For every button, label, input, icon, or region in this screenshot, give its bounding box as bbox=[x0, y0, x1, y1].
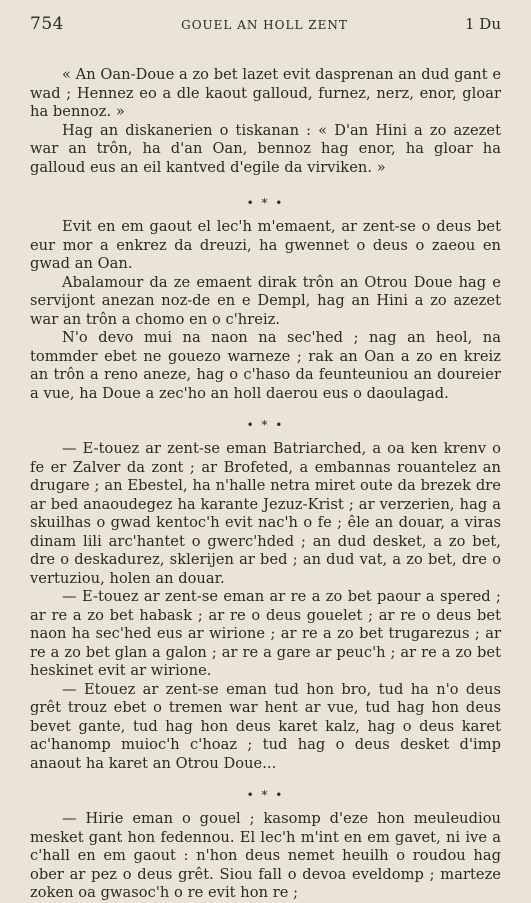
section-ornament: • * • bbox=[246, 788, 285, 802]
paragraph-2: Hag an diskanerien o tiskanan : « D'an Hini a zo azezet war an trôn, ha d'an Oan, bennoz hag enor, ha gloar ha galloud eus an eil kantved d'egile da virviken. » bbox=[30, 121, 501, 176]
paragraph-6: — E-touez ar zent-se eman Batriarched, a oa ken krenv o fe er Zalver da zont ; ar Brofeted, a embannas rouantelez an drugare ; an Ebestel, ha n'halle netra miret oute da brezek dre ar bed anaoudegez ha karante Jezuz-Krist ; ar verzerien, hag a skuilhas o gwad kentoc'h evit nac'h o fe ; êle an douar, a viras dinam lili arc'hantet o gwerc'hded ; an dud desket, a zo bet, dre o deskadurez, sklerijen ar bed ; an dud vat, a zo bet, dre o vertuziou, holen an douar. bbox=[30, 440, 501, 587]
page-number: 754 bbox=[30, 14, 64, 34]
paragraph-3: Evit en em gaout el lec'h m'emaent, ar zent-se o deus bet eur mor a enkrez da dreuzi, ha gwennet o deus o zaeou en gwad an Oan. bbox=[30, 218, 501, 272]
paragraph-9: — Hirie eman o gouel ; kasomp d'eze hon meuleudiou mesket gant hon fedennou. El lec'h m'int en em gavet, ni ive a c'hall en em gaout : n'hon deus nemet heuilh o roudou hag ober ar pez o deus grêt. Siou fall o devoa eveldomp ; marteze zoken oa gwasoc'h o re evit hon re ; bbox=[30, 810, 501, 901]
section-ornament: • * • bbox=[246, 418, 285, 432]
paragraph-5: N'o devo mui na naon na sec'hed ; nag an heol, na tommder ebet ne gouezo warneze ; rak an Oan a zo en kreiz an trôn a reno aneze, hag o c'haso da feunteuniou an doureier a vue, ha Doue a zec'ho an holl daerou eus o daoulagad. bbox=[30, 329, 501, 402]
paragraph-1: « An Oan-Doue a zo bet lazet evit dasprenan an dud gant e wad ; Hennez eo a dle kaout galloud, furnez, nerz, enor, gloar ha bennoz. » bbox=[30, 66, 502, 120]
paragraph-4: Abalamour da ze emaent dirak trôn an Otrou Doue hag e servijont anezan noz-de en e Dempl, hag an Hini a zo azezet war an trôn a chomo en o c'hreiz. bbox=[30, 273, 501, 328]
running-header bbox=[30, 14, 501, 44]
section-ornament: • * • bbox=[246, 196, 285, 210]
paragraph-8: — Etouez ar zent-se eman tud hon bro, tud ha n'o deus grêt trouz ebet o tremen war hent ar vue, tud hag hon deus bevet gante, tud hag hon deus karet kalz, hag o deus karet ac'hanomp muioc'h c'hoaz ; tud hag o deus desket d'imp anaout ha karet an Otrou Doue... bbox=[30, 680, 501, 772]
header-date: 1 Du bbox=[464, 15, 501, 33]
paragraph-7: — E-touez ar zent-se eman ar re a zo bet paour a spered ; ar re a zo bet habask ; ar re o deus gouelet ; ar re o deus bet naon ha sec'hed eus ar wirione ; ar re a zo bet trugarezus ; ar re a zo bet glan a galon ; ar re a gare ar peuc'h ; ar re a zo bet heskinet evit ar wirione. bbox=[30, 588, 501, 679]
running-title: GOUEL AN HOLL ZENT bbox=[181, 18, 348, 32]
